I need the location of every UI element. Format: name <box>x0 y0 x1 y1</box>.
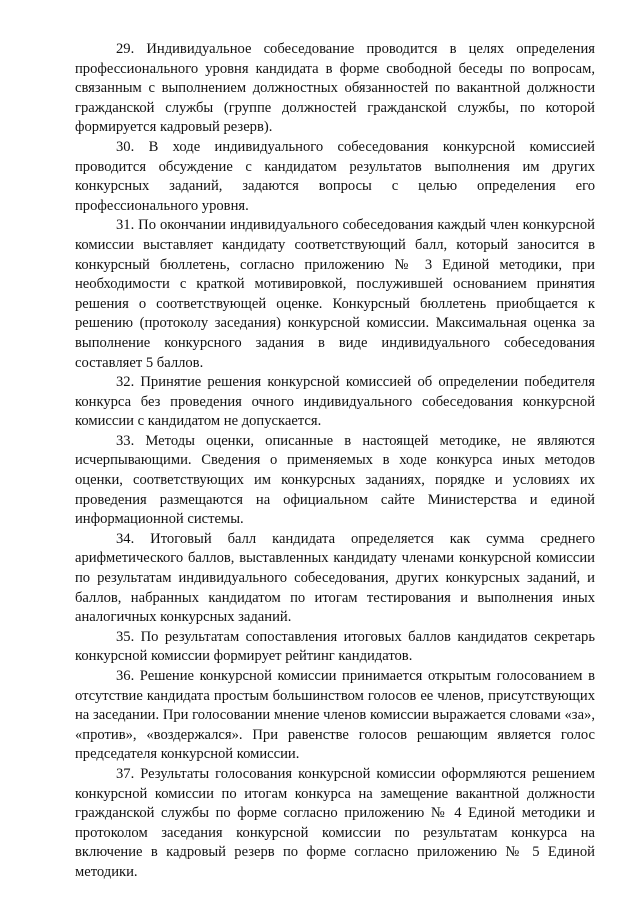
paragraph-31: 31. По окончании индивидуального собеседования каждый член конкурсной комиссии выставляет кандидату соответствующий балл, который заносится в конкурсный бюллетень, согласно приложению № 3 Единой методики, при необходимости с краткой мотивировкой, послужившей основанием принятия решения о соответствующей оценке. Конкурсный бюллетень приобщается к решению (протоколу заседания) конкурсной комиссии. Максимальная оценка за выполнение конкурсного задания в виде индивидуального собеседования составляет 5 баллов. <box>75 217 595 371</box>
document-page <box>75 40 595 883</box>
paragraph-29: 29. Индивидуальное собеседование проводится в целях определения профессионального уровня кандидата в форме свободной беседы по вопросам, связанным с выполнением должностных обязанностей по вакантной должности гражданской службы (группе должностей гражданской службы, по которой формируется кадровый резерв). <box>75 41 595 136</box>
paragraph-35: 35. По результатам сопоставления итоговых баллов кандидатов секретарь конкурсной комиссии формирует рейтинг кандидатов. <box>75 628 595 665</box>
paragraph-36: 36. Решение конкурсной комиссии принимается открытым голосованием в отсутствие кандидата простым большинством голосов ее членов, присутствующих на заседании. При голосовании мнение членов комиссии выражается словами «за», «против», «воздержался». При равенстве голосов решающим является голос председателя конкурсной комиссии. <box>75 668 595 763</box>
paragraph-32: 32. Принятие решения конкурсной комиссией об определении победителя конкурса без проведения очного индивидуального собеседования конкурсной комиссии с кандидатом не допускается. <box>75 374 595 430</box>
paragraph-37: 37. Результаты голосования конкурсной комиссии оформляются решением конкурсной комиссии по итогам конкурса на замещение вакантной должности гражданской службы по форме согласно приложению № 4 Единой методики и протоколом заседания конкурсной комиссии по результатам конкурса на включение в кадровый резерв по форме согласно приложению № 5 Единой методики. <box>75 765 595 880</box>
paragraph-33: 33. Методы оценки, описанные в настоящей методике, не являются исчерпывающими. Сведения о применяемых в ходе конкурса иных методов оценки, соответствующих им конкурсных заданиях, порядке и условиях их проведения размещаются на официальном сайте Министерства и единой информационной системы. <box>75 432 595 528</box>
paragraph-34: 34. Итоговый балл кандидата определяется как сумма среднего арифметического баллов, выставленных кандидату членами конкурсной комиссии по результатам индивидуального собеседования, других конкурсных заданий, и баллов, набранных кандидатом по итогам тестирования и выполнения иных аналогичных конкурсных заданий. <box>75 530 595 626</box>
paragraph-30: 30. В ходе индивидуального собеседования конкурсной комиссией проводится обсуждение с кандидатом результатов выполнения им других конкурсных заданий, задаются вопросы с целью определения его профессионального уровня. <box>75 138 595 214</box>
